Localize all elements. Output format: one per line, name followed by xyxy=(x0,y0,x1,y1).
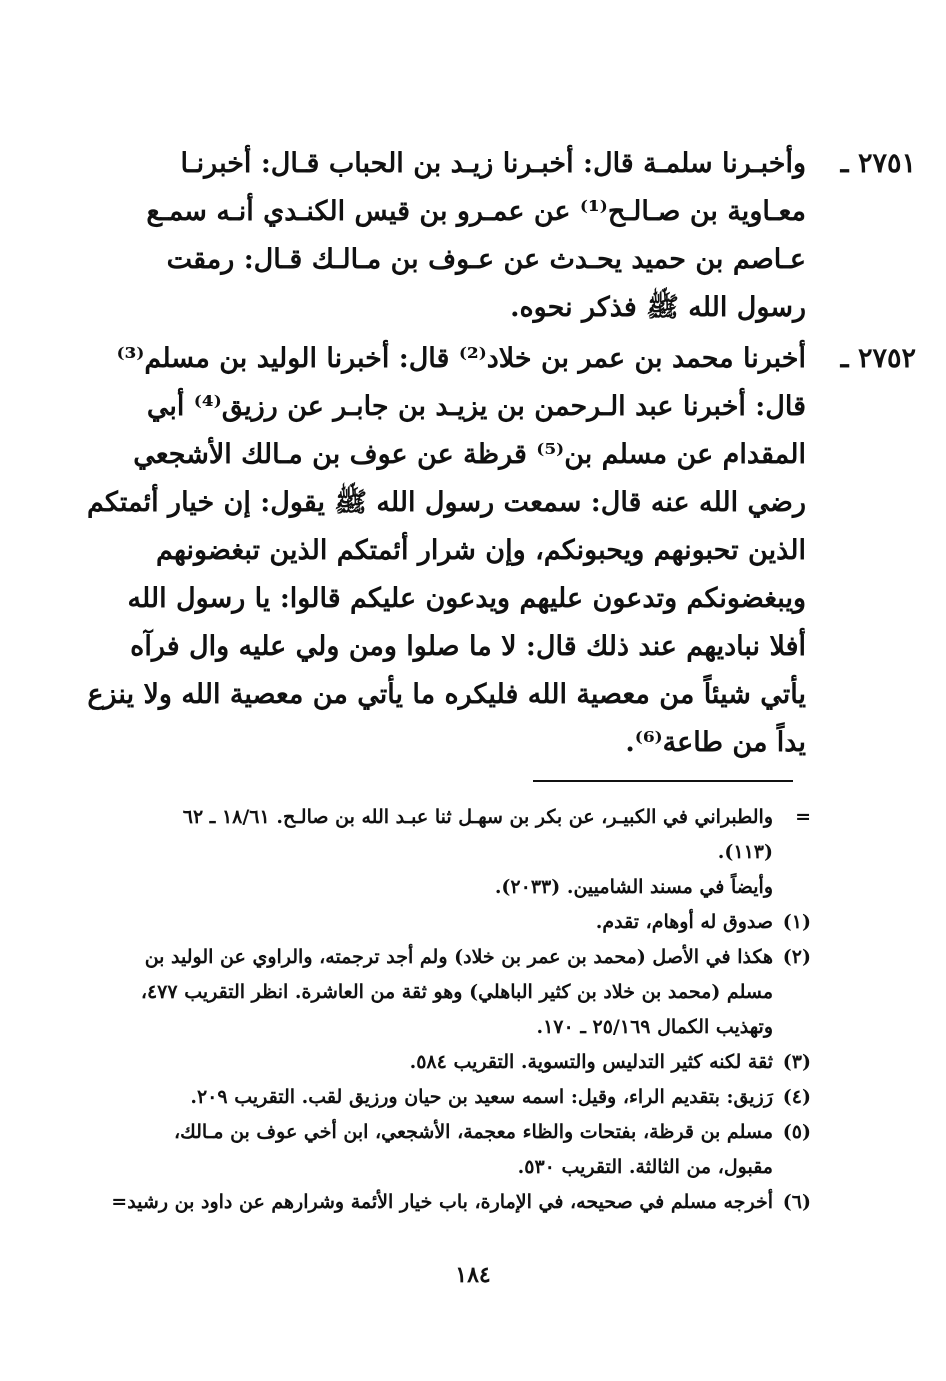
footnote-line: مقبول، من الثالثة. التقريب ٥٣٠. xyxy=(517,1156,773,1178)
footnote-mark: (٦) xyxy=(782,1191,811,1213)
hadith-line: رسول الله ﷺ فذكر نحوه. xyxy=(510,292,806,323)
hadith-line: أفلا نباديهم عند ذلك قال: لا ما صلوا ومن ولي عليه وال فرآه xyxy=(130,631,806,662)
hadith-2751 xyxy=(146,140,916,332)
footnote-line: أخرجه مسلم في صحيحه، في الإمارة، باب خيار الأئمة وشرارهم عن داود بن رشيد= xyxy=(111,1191,773,1213)
footnote-line: هكذا في الأصل (محمد بن عمر بن خلاد) ولم أجد ترجمته، والراوي عن الوليد بن xyxy=(144,946,773,968)
footnote-line: والطبراني في الكبيـر، عن بكر بن سهـل ثنا عبـد الله بن صالـح. ١٨/٦١ ـ ٦٢ xyxy=(182,806,773,828)
hadith-line: المقدام عن مسلم بن⁽⁵⁾ قرظة عن عوف بن مـالك الأشجعي xyxy=(133,439,806,470)
footnote-1 xyxy=(131,905,811,940)
hadith-line: رضي الله عنه قال: سمعت رسول الله ﷺ يقول: إن خيار أئمتكم xyxy=(86,487,806,518)
footnote-separator xyxy=(533,780,793,782)
footnote-line: صدوق له أوهام، تقدم. xyxy=(595,911,773,933)
footnote-line: (١١٣). xyxy=(717,841,773,863)
footnote-mark: (٢) xyxy=(782,946,811,968)
footnote-line: مسلم بن قرظة، بفتحات والظاء معجمة، الأشجعي، ابن أخي عوف بن مـالك، xyxy=(173,1121,773,1143)
hadith-2752 xyxy=(86,335,916,767)
footnotes xyxy=(111,800,811,1220)
footnote-line: وأيضاً في مسند الشاميين. (٢٠٣٣). xyxy=(494,876,773,898)
hadith-line: وأخبـرنا سلمـة قال: أخبـرنا زيـد بن الحباب قـال: أخبرنـا xyxy=(180,148,806,179)
hadith-line: يأتي شيئاً من معصية الله فليكره ما يأتي من معصية الله ولا ينزع xyxy=(87,679,806,710)
footnote-4 xyxy=(131,1080,811,1115)
hadith-line: يداً من طاعة⁽⁶⁾. xyxy=(625,727,806,758)
footnote-6 xyxy=(111,1185,811,1220)
hadith-line: قال: أخبرنا عبد الـرحمن بن يزيـد بن جابـر عن رزيق⁽⁴⁾ أبي xyxy=(146,391,806,422)
footnote-mark: (٤) xyxy=(782,1086,811,1108)
hadith-line: عـاصم بن حميد يحـدث عن عـوف بن مـالـك قـال: رمقت xyxy=(166,244,806,275)
footnote-line: مسلم (محمد بن خلاد بن كثير الباهلي) وهو ثقة من العاشرة. انظر التقريب ٤٧٧، xyxy=(140,981,773,1003)
hadith-line: معـاوية بن صـالـح⁽¹⁾ عن عمـرو بن قيس الكنـدي أنـه سمـع xyxy=(146,196,806,227)
hadith-line: ويبغضونكم وتدعون عليهم ويدعون عليكم قالوا: يا رسول الله xyxy=(127,583,806,614)
footnote-3 xyxy=(131,1045,811,1080)
footnote-line: وتهذيب الكمال ٢٥/١٦٩ ـ ١٧٠. xyxy=(536,1016,773,1038)
footnote-line: ثقة لكنه كثير التدليس والتسوية. التقريب ٥٨٤. xyxy=(409,1051,773,1073)
hadith-number: ٢٧٥١ ـ xyxy=(840,148,916,179)
hadith-line: أخبرنا محمد بن عمر بن خلاد⁽²⁾ قال: أخبرنا الوليد بن مسلم⁽³⁾ xyxy=(116,343,806,374)
page-number: ١٨٤ xyxy=(455,1262,491,1288)
hadith-number: ٢٧٥٢ ـ xyxy=(840,343,916,374)
footnote-mark: (٣) xyxy=(782,1051,811,1073)
footnote-mark: (٥) xyxy=(782,1121,811,1143)
footnote-mark: (١) xyxy=(782,911,811,933)
footnote-2 xyxy=(131,940,811,1045)
continuation-mark: = xyxy=(795,806,811,828)
hadith-line: الذين تحبونهم ويحبونكم، وإن شرار أئمتكم الذين تبغضونهم xyxy=(156,535,806,566)
footnote-line: رَزيق: بتقديم الراء، وقيل: اسمه سعيد بن حيان ورزيق لقب. التقريب ٢٠٩. xyxy=(190,1086,773,1108)
footnote-continuation xyxy=(131,800,811,905)
footnote-5 xyxy=(131,1115,811,1185)
